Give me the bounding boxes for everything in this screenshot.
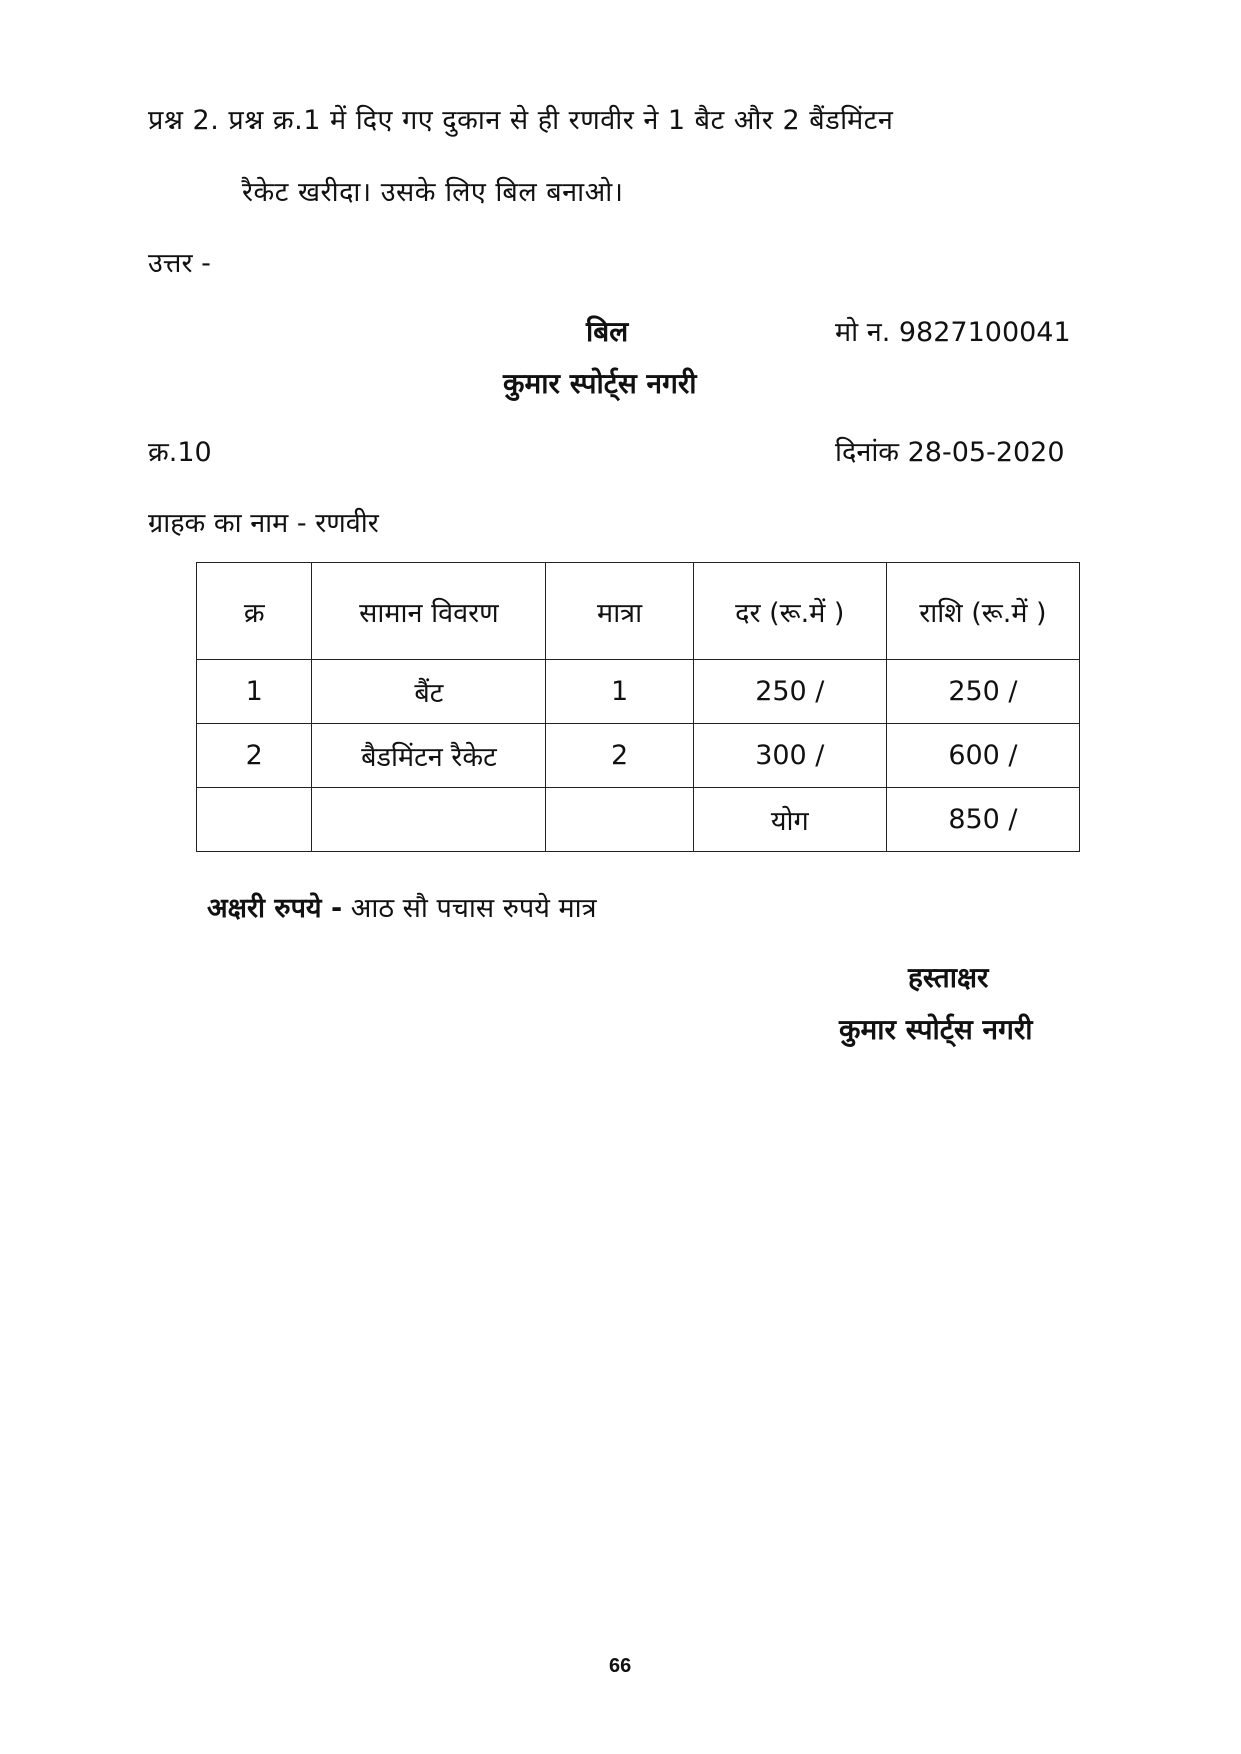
- bill-title: बिल: [586, 315, 629, 348]
- signature-label: हस्ताक्षर: [908, 961, 989, 994]
- question-line-2: रैकेट खरीदा। उसके लिए बिल बनाओ।: [242, 177, 624, 208]
- signature-shop-name: कुमार स्पोर्ट्स नगरी: [839, 1013, 1033, 1046]
- table-row: [197, 724, 1080, 788]
- cell-rate: 300 /: [693, 724, 886, 788]
- header-serial: क्र: [197, 563, 312, 660]
- header-amount: राशि (रू.में ): [886, 563, 1079, 660]
- cell-rate: 250 /: [693, 660, 886, 724]
- amount-in-words: [207, 888, 597, 925]
- cell-amount: 600 /: [886, 724, 1079, 788]
- question-line-1: प्रश्न 2. प्रश्न क्र.1 में दिए गए दुकान से ही रणवीर ने 1 बैट और 2 बैंडमिंटन: [148, 105, 894, 136]
- cell-total-label: योग: [693, 788, 886, 852]
- table-total-row: [197, 788, 1080, 852]
- cell-quantity: 1: [546, 660, 693, 724]
- cell-item: बैडमिंटन रैकेट: [312, 724, 546, 788]
- page-number: 66: [609, 1655, 632, 1677]
- bill-serial: क्र.10: [148, 437, 212, 468]
- header-quantity: मात्रा: [546, 563, 693, 660]
- shop-name-header: कुमार स्पोर्ट्स नगरी: [503, 367, 697, 400]
- customer-name: ग्राहक का नाम - रणवीर: [148, 508, 379, 539]
- bill-table: [196, 562, 1080, 852]
- bill-date: दिनांक 28-05-2020: [835, 437, 1065, 468]
- cell-serial: [197, 788, 312, 852]
- cell-serial: 1: [197, 660, 312, 724]
- cell-item: बैंट: [312, 660, 546, 724]
- header-rate: दर (रू.में ): [693, 563, 886, 660]
- answer-label: उत्तर -: [148, 248, 211, 279]
- cell-serial: 2: [197, 724, 312, 788]
- amount-words-label: अक्षरी रुपये -: [207, 893, 343, 924]
- table-row: [197, 660, 1080, 724]
- phone-number: मो न. 9827100041: [835, 317, 1071, 348]
- header-item-description: सामान विवरण: [312, 563, 546, 660]
- amount-words-value: आठ सौ पचास रुपये मात्र: [350, 893, 597, 924]
- cell-quantity: [546, 788, 693, 852]
- cell-amount: 250 /: [886, 660, 1079, 724]
- table-header-row: [197, 563, 1080, 660]
- cell-total-amount: 850 /: [886, 788, 1079, 852]
- cell-quantity: 2: [546, 724, 693, 788]
- cell-item: [312, 788, 546, 852]
